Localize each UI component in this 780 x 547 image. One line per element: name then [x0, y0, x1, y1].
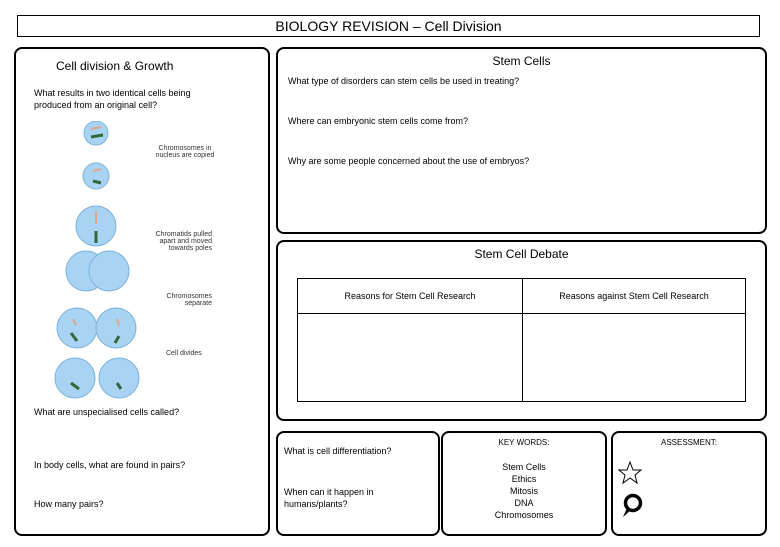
assessment-panel [611, 431, 767, 536]
keyword: Chromosomes [494, 510, 554, 520]
question: What is cell differentiation? [284, 446, 392, 456]
keyword: Ethics [511, 474, 537, 484]
keywords-panel [441, 431, 607, 536]
question: In body cells, what are found in pairs? [34, 460, 186, 470]
star-icon [618, 461, 642, 485]
cell-division-panel [14, 47, 270, 536]
keyword: Mitosis [509, 486, 538, 496]
diagram-label: Cell divides [166, 350, 202, 357]
keyword: DNA [514, 498, 534, 508]
column-header-against: Reasons against Stem Cell Research [522, 278, 746, 314]
diagram-label: Chromatids pulled apart and moved towards poles [155, 231, 212, 252]
differentiation-panel [276, 431, 440, 536]
question: What type of disorders can stem cells be used in treating? [288, 76, 520, 86]
column-header-for: Reasons for Stem Cell Research [297, 278, 523, 314]
keywords-heading: KEY WORDS: [498, 438, 550, 447]
question: Where can embryonic stem cells come from? [288, 116, 469, 126]
question: Why are some people concerned about the use of embryos? [288, 156, 530, 166]
for-cell[interactable] [297, 313, 523, 402]
against-cell[interactable] [522, 313, 746, 402]
speech-bubble-icon [621, 493, 643, 519]
question: What results in two identical cells being produced from an original cell? [34, 88, 191, 110]
keyword: Stem Cells [502, 462, 546, 472]
page-title: BIOLOGY REVISION – Cell Division [17, 15, 760, 37]
question: When can it happen in humans/plants? [284, 487, 374, 509]
panel-heading: Cell division & Growth [56, 59, 174, 73]
panel-heading: Stem Cells [492, 54, 551, 68]
mitosis-diagram [51, 121, 171, 406]
question: How many pairs? [34, 499, 104, 509]
stem-cells-panel [276, 47, 767, 234]
diagram-label: Chromosomes in nucleus are copied [155, 145, 215, 159]
assessment-heading: ASSESSMENT: [660, 438, 717, 447]
question: What are unspecialised cells called? [34, 407, 180, 417]
debate-panel [276, 240, 767, 421]
diagram-label: Chromosomes separate [166, 293, 212, 307]
panel-heading: Stem Cell Debate [474, 247, 569, 261]
